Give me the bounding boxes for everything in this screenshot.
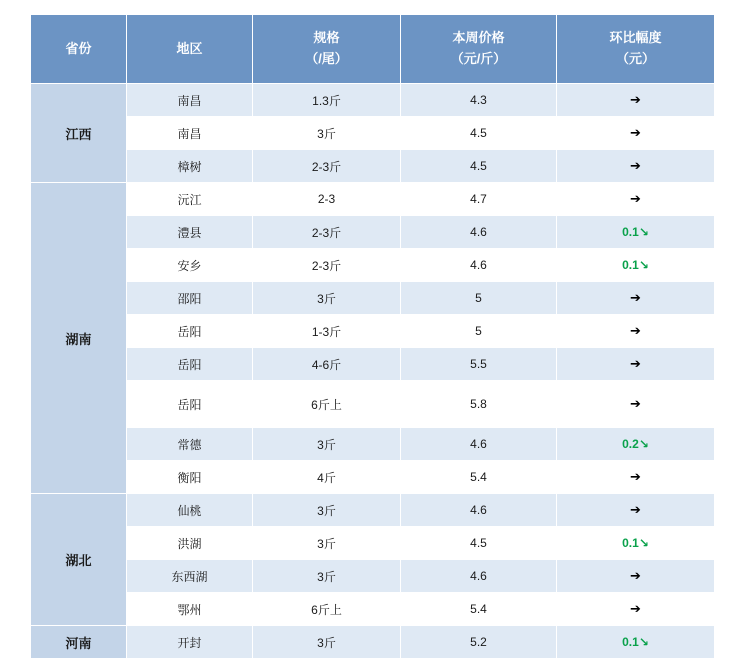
change-cell <box>557 593 715 626</box>
price-cell: 4.5 <box>401 150 557 183</box>
header-change-sub: （元） <box>615 51 655 66</box>
header-price-main: 本周价格 <box>452 30 505 46</box>
header-province <box>31 15 127 84</box>
header-price-sub: （元/斤） <box>450 51 507 66</box>
price-cell: 4.6 <box>401 249 557 282</box>
spec-cell: 2-3斤 <box>253 249 401 282</box>
spec-cell: 2-3 <box>253 183 401 216</box>
arrow-flat-icon: ➔ <box>630 469 641 484</box>
header-change <box>557 15 715 84</box>
province-cell: 江西 <box>31 84 127 183</box>
header-spec-sub: （/尾） <box>305 51 348 66</box>
price-cell: 4.6 <box>401 216 557 249</box>
region-cell: 仙桃 <box>127 494 253 527</box>
arrow-flat-icon: ➔ <box>630 568 641 583</box>
spec-cell: 3斤 <box>253 560 401 593</box>
change-cell <box>557 428 715 461</box>
spec-cell: 2-3斤 <box>253 216 401 249</box>
change-cell <box>557 348 715 381</box>
change-cell <box>557 560 715 593</box>
region-cell: 澧县 <box>127 216 253 249</box>
change-cell <box>557 626 715 659</box>
region-cell: 安乡 <box>127 249 253 282</box>
change-cell <box>557 84 715 117</box>
change-cell <box>557 315 715 348</box>
province-cell: 湖南 <box>31 183 127 494</box>
header-province-main: 省份 <box>65 40 92 56</box>
price-cell: 5.8 <box>401 381 557 428</box>
table-row <box>31 527 715 560</box>
spec-cell: 3斤 <box>253 117 401 150</box>
change-cell <box>557 381 715 428</box>
region-cell: 邵阳 <box>127 282 253 315</box>
arrow-flat-icon: ➔ <box>630 601 641 616</box>
price-cell: 4.6 <box>401 494 557 527</box>
change-cell <box>557 282 715 315</box>
table-row <box>31 626 715 659</box>
price-cell: 4.3 <box>401 84 557 117</box>
change-cell <box>557 527 715 560</box>
price-cell: 4.6 <box>401 560 557 593</box>
region-cell: 南昌 <box>127 84 253 117</box>
header-change-main: 环比幅度 <box>609 30 662 46</box>
price-table-container <box>30 14 714 659</box>
spec-cell: 4-6斤 <box>253 348 401 381</box>
table-row <box>31 494 715 527</box>
arrow-flat-icon: ➔ <box>630 356 641 371</box>
change-cell <box>557 150 715 183</box>
spec-cell: 3斤 <box>253 494 401 527</box>
spec-cell: 6斤上 <box>253 593 401 626</box>
change-value: 0.1 <box>622 536 639 550</box>
price-cell: 5 <box>401 282 557 315</box>
arrow-down-icon: ↘ <box>638 258 649 272</box>
table-row <box>31 381 715 428</box>
table-row <box>31 315 715 348</box>
arrow-down-icon: ↘ <box>638 536 649 550</box>
spec-cell: 6斤上 <box>253 381 401 428</box>
arrow-flat-icon: ➔ <box>630 290 641 305</box>
arrow-flat-icon: ➔ <box>630 125 641 140</box>
change-value: 0.2 <box>622 437 639 451</box>
spec-cell: 3斤 <box>253 626 401 659</box>
table-row <box>31 216 715 249</box>
change-value: 0.1 <box>622 258 639 272</box>
region-cell: 沅江 <box>127 183 253 216</box>
spec-cell: 3斤 <box>253 282 401 315</box>
region-cell: 开封 <box>127 626 253 659</box>
change-value: 0.1 <box>622 635 639 649</box>
region-cell: 常德 <box>127 428 253 461</box>
arrow-flat-icon: ➔ <box>630 396 641 411</box>
price-cell: 5.4 <box>401 593 557 626</box>
header-region-main: 地区 <box>176 40 203 56</box>
table-row <box>31 249 715 282</box>
spec-cell: 1.3斤 <box>253 84 401 117</box>
arrow-down-icon: ↘ <box>638 225 649 239</box>
price-cell: 5.5 <box>401 348 557 381</box>
table-row <box>31 150 715 183</box>
header-spec <box>253 15 401 84</box>
arrow-flat-icon: ➔ <box>630 158 641 173</box>
region-cell: 南昌 <box>127 117 253 150</box>
change-cell <box>557 183 715 216</box>
change-cell <box>557 117 715 150</box>
header-region <box>127 15 253 84</box>
change-cell <box>557 494 715 527</box>
table-row <box>31 84 715 117</box>
region-cell: 衡阳 <box>127 461 253 494</box>
arrow-down-icon: ↘ <box>638 437 649 451</box>
price-cell: 4.7 <box>401 183 557 216</box>
table-header <box>31 15 715 84</box>
arrow-flat-icon: ➔ <box>630 502 641 517</box>
region-cell: 洪湖 <box>127 527 253 560</box>
province-cell: 河南 <box>31 626 127 659</box>
price-cell: 4.5 <box>401 117 557 150</box>
region-cell: 鄂州 <box>127 593 253 626</box>
price-cell: 4.5 <box>401 527 557 560</box>
table-row <box>31 348 715 381</box>
price-cell: 5.2 <box>401 626 557 659</box>
region-cell: 岳阳 <box>127 348 253 381</box>
change-cell <box>557 249 715 282</box>
arrow-flat-icon: ➔ <box>630 92 641 107</box>
weekly-price-table <box>30 14 715 659</box>
table-body <box>31 84 715 659</box>
region-cell: 岳阳 <box>127 381 253 428</box>
change-value: 0.1 <box>622 225 639 239</box>
province-cell: 湖北 <box>31 494 127 626</box>
arrow-down-icon: ↘ <box>638 635 649 649</box>
table-row <box>31 461 715 494</box>
price-cell: 5.4 <box>401 461 557 494</box>
region-cell: 樟树 <box>127 150 253 183</box>
arrow-flat-icon: ➔ <box>630 191 641 206</box>
price-cell: 4.6 <box>401 428 557 461</box>
table-row <box>31 428 715 461</box>
spec-cell: 3斤 <box>253 527 401 560</box>
price-cell: 5 <box>401 315 557 348</box>
region-cell: 东西湖 <box>127 560 253 593</box>
header-spec-main: 规格 <box>313 30 340 46</box>
table-row <box>31 183 715 216</box>
spec-cell: 2-3斤 <box>253 150 401 183</box>
table-row <box>31 282 715 315</box>
table-row <box>31 593 715 626</box>
region-cell: 岳阳 <box>127 315 253 348</box>
change-cell <box>557 216 715 249</box>
table-row <box>31 560 715 593</box>
change-cell <box>557 461 715 494</box>
spec-cell: 3斤 <box>253 428 401 461</box>
spec-cell: 1-3斤 <box>253 315 401 348</box>
header-price <box>401 15 557 84</box>
header-row <box>31 15 715 84</box>
table-row <box>31 117 715 150</box>
spec-cell: 4斤 <box>253 461 401 494</box>
arrow-flat-icon: ➔ <box>630 323 641 338</box>
